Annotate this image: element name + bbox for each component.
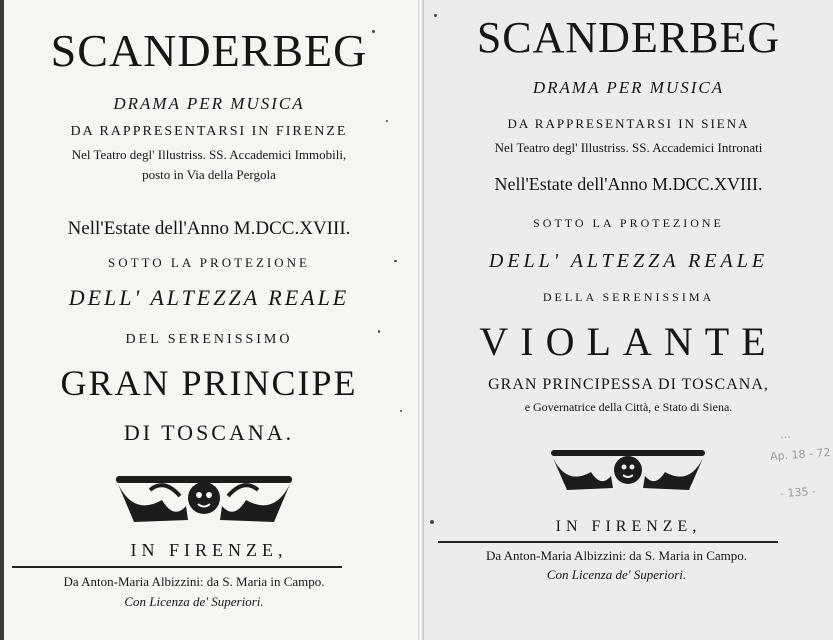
pencil-annotation: - 135 - (779, 484, 817, 501)
speck (386, 120, 388, 122)
right-license: Con Licenza de' Superiori. (546, 567, 687, 582)
right-protection: SOTTO LA PROTEZIONE (533, 216, 724, 230)
speck (394, 260, 397, 262)
left-subtitle: DRAMA PER MUSICA (113, 94, 305, 113)
pencil-annotation: Ap. 18 - 72 (769, 445, 831, 464)
right-divider (438, 541, 778, 543)
right-printer: Da Anton-Maria Albizzini: da S. Maria in Campo. (485, 548, 748, 563)
speck (400, 410, 402, 412)
speck (372, 30, 375, 33)
left-serene: DEL SERENISSIMO (125, 332, 293, 347)
right-subtitle: DRAMA PER MUSICA (532, 78, 725, 97)
left-protection: SOTTO LA PROTEZIONE (108, 255, 310, 270)
left-venue-line: DA RAPPRESENTARSI IN FIRENZE (70, 124, 348, 139)
left-license: Con Licenza de' Superiori. (124, 594, 264, 609)
right-name: VIOLANTE (479, 319, 778, 364)
right-governess: e Governatrice della Città, e Stato di Siena. (524, 400, 733, 414)
right-theatre-line: Nel Teatro degl' Illustriss. SS. Accademici Intronati (494, 140, 763, 155)
printers-ornament-icon (114, 470, 294, 526)
left-prince: GRAN PRINCIPE (60, 363, 358, 403)
right-title-page (424, 0, 833, 640)
right-season: Nell'Estate dell'Anno M.DCC.XVIII. (494, 174, 763, 194)
right-venue-line: DA RAPPRESENTARSI IN SIENA (507, 116, 750, 131)
left-highness: DELL' ALTEZZA REALE (68, 285, 350, 310)
pencil-annotation: ... (779, 427, 791, 442)
printers-ornament-icon (549, 446, 707, 494)
right-city: IN FIRENZE, (555, 518, 702, 535)
right-princess: GRAN PRINCIPESSA DI TOSCANA, (488, 376, 769, 393)
right-title: SCANDERBEG (476, 13, 781, 62)
speck (434, 14, 437, 17)
left-title: SCANDERBEG (50, 25, 368, 76)
left-theatre-line-2: posto in Via della Pergola (142, 167, 276, 182)
left-theatre-line-1: Nel Teatro degl' Illustriss. SS. Accademici Immobili, (71, 147, 347, 162)
left-city: IN FIRENZE, (130, 540, 288, 560)
speck (430, 520, 434, 524)
left-tuscany: DI TOSCANA. (123, 420, 295, 445)
left-divider (12, 566, 342, 568)
right-highness: DELL' ALTEZZA REALE (488, 250, 769, 272)
right-serene: DELLA SERENISSIMA (542, 290, 715, 304)
left-printer: Da Anton-Maria Albizzini: da S. Maria in Campo. (63, 574, 325, 589)
speck (378, 330, 380, 333)
left-season: Nell'Estate dell'Anno M.DCC.XVIII. (67, 218, 351, 239)
